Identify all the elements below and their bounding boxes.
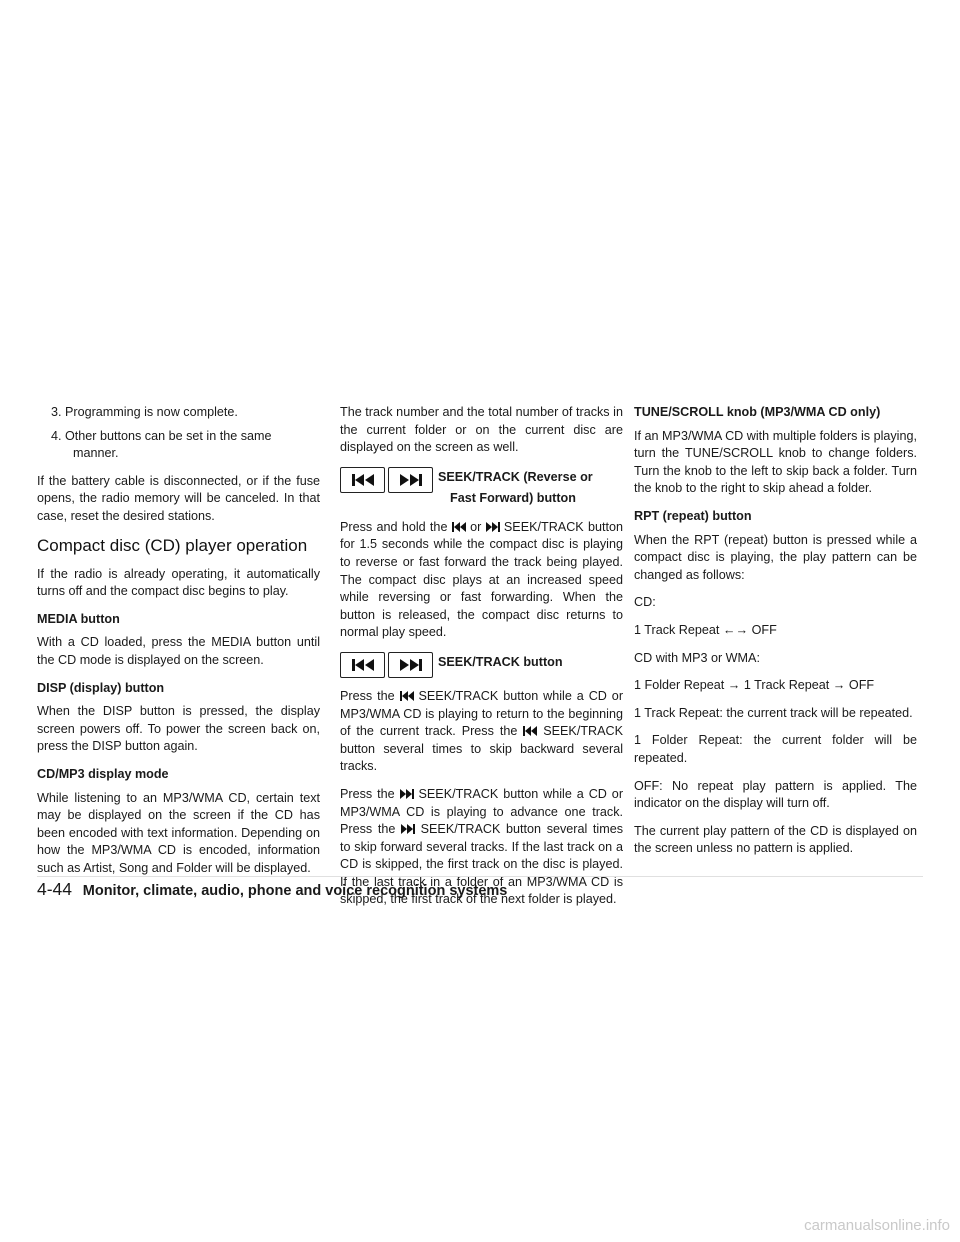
seek-track-label: SEEK/TRACK button <box>438 654 563 669</box>
skip-forward-icon <box>400 789 414 799</box>
tune-paragraph: If an MP3/WMA CD with multiple folders is playing, turn the TUNE/SCROLL knob to change folders. Turn the knob to the left to skip back a folder. Turn the knob to the right to skip ahead a folder. <box>634 428 917 496</box>
skip-back-icon <box>350 473 376 487</box>
skip-back-icon <box>452 522 466 532</box>
seek-reverse-button-graphic <box>340 467 385 493</box>
mp3-repeat-cycle: 1 Folder Repeat → 1 Track Repeat → OFF <box>634 678 875 693</box>
skip-forward-icon <box>401 824 415 834</box>
skip-back-icon <box>523 726 537 736</box>
skip-forward-paragraph: Press the SEEK/TRACK button while a CD or MP3/WMA CD is playing to advance one track. Press the SEEK/TRACK button several times to skip forward several tracks. If the last track on a CD is skipped, the first track on the disc is played. If the last track in a folder of an MP3/WMA CD is skipped, the first track of the next folder is played. <box>340 786 624 907</box>
media-heading: MEDIA button <box>37 611 120 626</box>
disp-heading: DISP (display) button <box>37 680 165 695</box>
mp3-paragraph: While listening to an MP3/WMA CD, certain text may be displayed on the screen if the CD has been encoded with text information. Depending on how the MP3/WMA CD is encoded, information such as Artist, Song and Folder will be displayed. <box>37 790 320 875</box>
watermark: carmanualsonline.info <box>804 1217 950 1234</box>
mp3-heading: CD/MP3 display mode <box>37 766 169 781</box>
page-footer <box>37 876 923 901</box>
rpt-heading: RPT (repeat) button <box>634 508 752 523</box>
section-title: Compact disc (CD) player operation <box>37 535 308 555</box>
rpt-paragraph: When the RPT (repeat) button is pressed while a compact disc is playing, the play pattern can be changed as follows: <box>634 532 917 582</box>
list-item-3: 3. Programming is now complete. <box>51 405 238 419</box>
track-info-paragraph: The track number and the total number of tracks in the current folder or on the current disc are displayed on the screen as well. <box>340 405 623 455</box>
skip-forward-icon <box>398 473 424 487</box>
skip-forward-icon <box>486 522 500 532</box>
column-middle <box>340 404 623 919</box>
seek-reverse-forward-label: SEEK/TRACK (Reverse or Fast Forward) button <box>438 469 593 505</box>
track-repeat-definition: 1 Track Repeat: the current track will be repeated. <box>634 705 913 720</box>
seek-reverse-button-graphic <box>340 652 385 678</box>
column-right <box>634 404 917 868</box>
seek-forward-button-graphic <box>388 467 433 493</box>
cd-label: CD: <box>634 595 656 610</box>
disp-paragraph: When the DISP button is pressed, the display screen powers off. To power the screen back on, press the DISP button again. <box>37 704 320 754</box>
seek-forward-button-graphic <box>388 652 433 678</box>
seek-track-heading <box>340 652 623 678</box>
skip-forward-icon <box>398 658 424 672</box>
column-left <box>37 404 320 887</box>
cd-intro: If the radio is already operating, it automatically turns off and the compact disc begins to play. <box>37 566 320 599</box>
skip-back-paragraph: Press the SEEK/TRACK button while a CD or MP3/WMA CD is playing to return to the beginning of the current track. Press the SEEK/TRACK button several times to skip backward several tracks. <box>340 688 624 774</box>
off-definition: OFF: No repeat play pattern is applied. The indicator on the display will turn off. <box>634 778 917 811</box>
list-item-4: 4. Other buttons can be set in the same manner. <box>51 428 272 461</box>
current-pattern-paragraph: The current play pattern of the CD is displayed on the screen unless no pattern is applied. <box>634 823 917 856</box>
press-hold-paragraph: Press and hold the or SEEK/TRACK button for 1.5 seconds while the compact disc is playing to reverse or fast forward the track being played. The compact disc plays at an increased speed while reversing or fast forwarding. When the button is released, the compact disc returns to normal play speed. <box>340 519 624 640</box>
seek-reverse-forward-heading <box>340 467 623 509</box>
mp3-label: CD with MP3 or WMA: <box>634 650 760 665</box>
battery-paragraph: If the battery cable is disconnected, or if the fuse opens, the radio memory will be canceled. In that case, reset the desired stations. <box>37 473 320 523</box>
skip-back-icon <box>400 691 414 701</box>
page-number: 4-44 <box>37 879 73 899</box>
chapter-title: Monitor, climate, audio, phone and voice recognition systems <box>82 883 508 899</box>
tune-heading: TUNE/SCROLL knob (MP3/WMA CD only) <box>634 405 881 419</box>
folder-repeat-definition: 1 Folder Repeat: the current folder will be repeated. <box>634 733 917 765</box>
cd-repeat-cycle: 1 Track Repeat ←→ OFF <box>634 622 777 637</box>
skip-back-icon <box>350 658 376 672</box>
media-paragraph: With a CD loaded, press the MEDIA button until the CD mode is displayed on the screen. <box>37 635 320 667</box>
